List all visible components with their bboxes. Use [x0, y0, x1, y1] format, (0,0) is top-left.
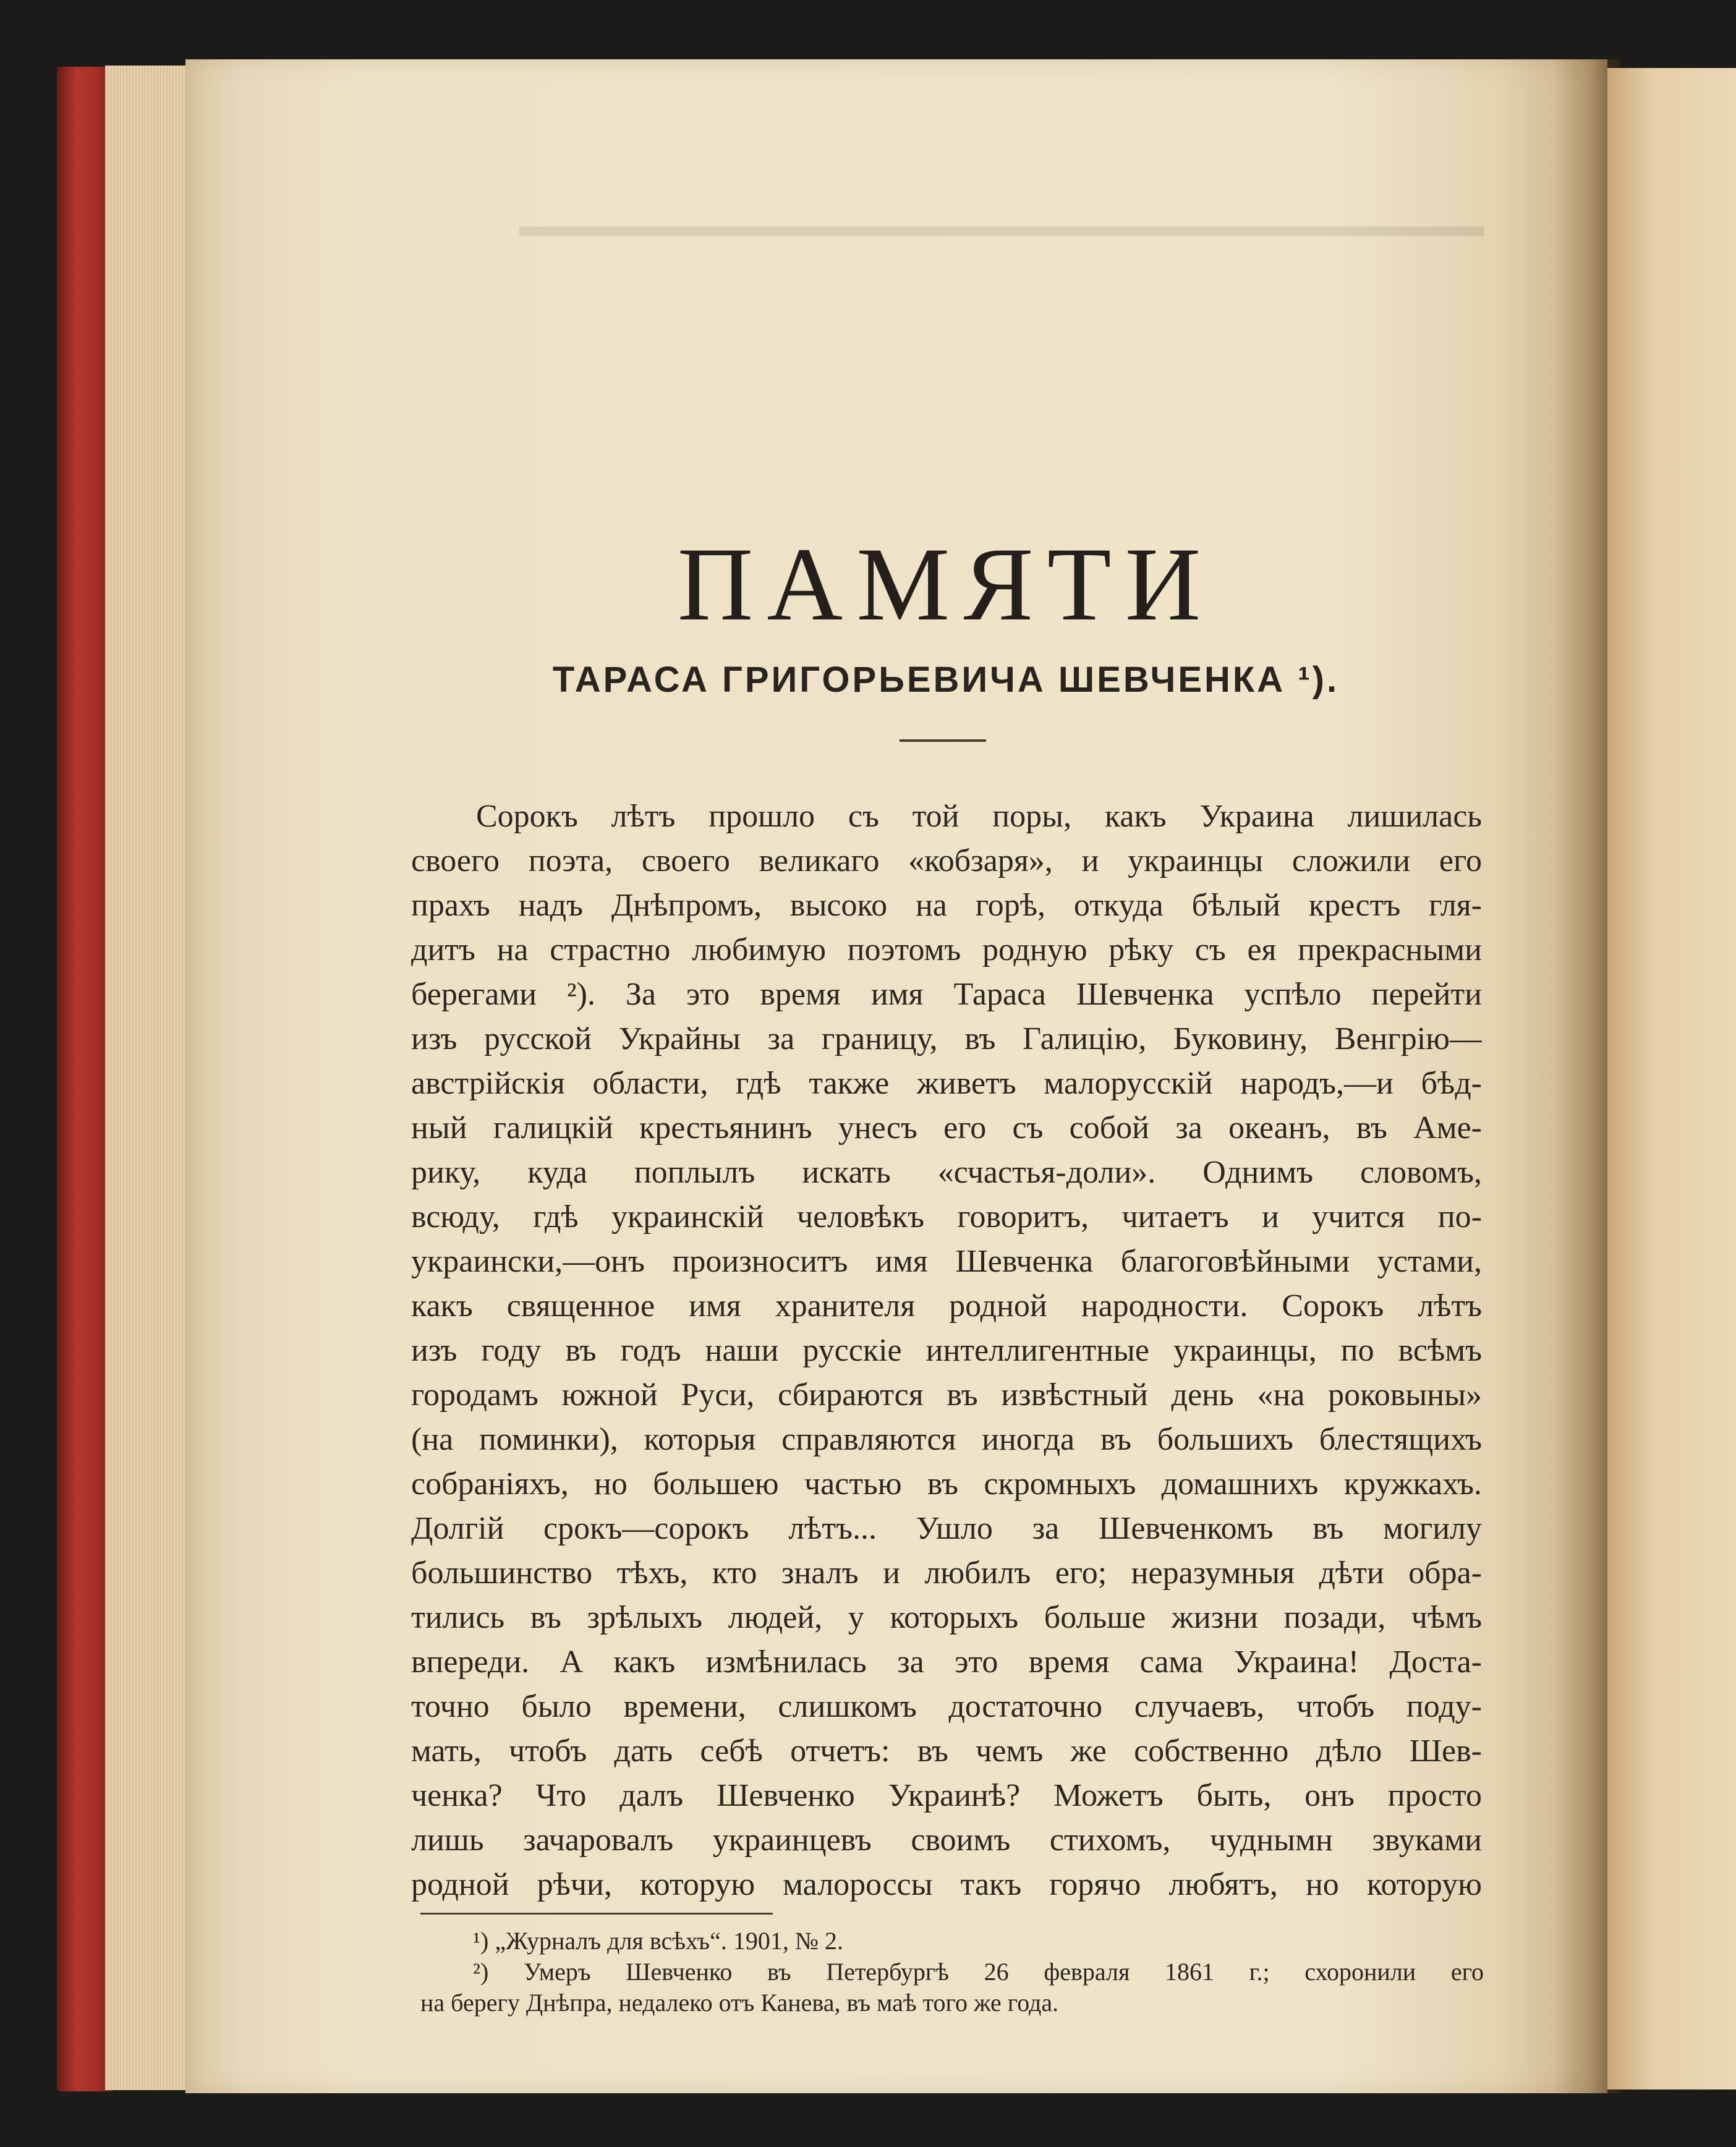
body-line: ченка? Что далъ Шевченко Украинѣ? Можетъ быть, онъ просто: [411, 1778, 1482, 1813]
footnote-2: ²) Умеръ Шевченко въ Петербургѣ 26 февраля 1861 г.; схоронили его: [473, 1958, 1484, 1986]
subtitle-footnote-ref: ¹).: [1298, 660, 1340, 700]
body-line: дитъ на страстно любимую поэтомъ родную рѣку съ ея прекрасными: [411, 932, 1482, 967]
body-line: изъ году въ годъ наши русскіе интеллигентные украинцы, по всѣмъ: [411, 1333, 1482, 1368]
title-divider: [900, 739, 986, 742]
body-line: ный галицкій крестьянинъ унесъ его съ собой за океанъ, въ Аме-: [411, 1110, 1482, 1146]
body-line: всюду, гдѣ украинскій человѣкъ говоритъ, читаетъ и учится по-: [411, 1199, 1482, 1235]
body-line: большинство тѣхъ, кто зналъ и любилъ его; неразумныя дѣти обра-: [411, 1555, 1482, 1591]
subtitle-text: ТАРАСА ГРИГОРЬЕВИЧА ШЕВЧЕНКА: [552, 660, 1286, 700]
body-line: родной рѣчи, которую малороссы такъ горячо любятъ, но которую: [411, 1867, 1482, 1902]
body-line: Сорокъ лѣтъ прошло съ той поры, какъ Украина лишилась: [476, 799, 1482, 834]
body-line: своего поэта, своего великаго «кобзаря», и украинцы сложили его: [411, 843, 1482, 878]
body-line: собраніяхъ, но большею частью въ скромныхъ домашнихъ кружкахъ.: [411, 1466, 1482, 1502]
body-text: [411, 794, 1482, 1907]
footnote-2-continued: на берегу Днѣпра, недалеко отъ Канева, въ маѣ того же года.: [420, 1989, 1059, 2017]
body-line: какъ священное имя хранителя родной народности. Сорокъ лѣтъ: [411, 1288, 1482, 1324]
body-line: изъ русской Украйны за границу, въ Галицію, Буковину, Венгрію—: [411, 1021, 1482, 1056]
verso-bleed-through: ▬▬▬▬▬▬▬▬▬▬▬▬▬▬▬▬▬▬▬▬▬▬▬▬▬▬▬▬▬▬: [519, 208, 1484, 244]
footnotes: [420, 1926, 1484, 2018]
body-line: городамъ южной Руси, сбираются въ извѣстный день «на роковыны»: [411, 1377, 1482, 1413]
body-line: мать, чтобъ дать себѣ отчетъ: въ чемъ же собственно дѣло Шев-: [411, 1733, 1482, 1769]
footnote-divider: [420, 1913, 773, 1915]
footnote-1: ¹) „Журналъ для всѣхъ“. 1901, № 2.: [473, 1927, 844, 1955]
body-line: точно было времени, слишкомъ достаточно случаевъ, чтобъ поду-: [411, 1689, 1482, 1724]
body-line: Долгій срокъ—сорокъ лѣтъ... Ушло за Шевченкомъ въ могилу: [411, 1511, 1482, 1546]
body-line: впереди. А какъ измѣнилась за это время сама Украина! Доста-: [411, 1644, 1482, 1680]
page-subtitle: [408, 655, 1484, 705]
body-line: тились въ зрѣлыхъ людей, у которыхъ больше жизни позади, чѣмъ: [411, 1600, 1482, 1635]
body-line: рику, куда поплылъ искать «счастья-доли». Однимъ словомъ,: [411, 1155, 1482, 1190]
body-line: лишь зачаровалъ украинцевъ своимъ стихомъ, чуднымн звуками: [411, 1822, 1482, 1858]
body-line: прахъ надъ Днѣпромъ, высоко на горѣ, откуда бѣлый крестъ гля-: [411, 888, 1482, 923]
body-line: берегами ²). За это время имя Тараса Шевченка успѣло перейти: [411, 977, 1482, 1012]
body-line: (на поминки), которыя справляются иногда въ большихъ блестящихъ: [411, 1422, 1482, 1457]
body-line: австрійскія области, гдѣ также живетъ малорусскій народъ,—и бѣд-: [411, 1066, 1482, 1101]
page-title: ПАМЯТИ: [677, 526, 1215, 642]
body-line: украински,—онъ произноситъ имя Шевченка благоговѣйными устами,: [411, 1244, 1482, 1279]
